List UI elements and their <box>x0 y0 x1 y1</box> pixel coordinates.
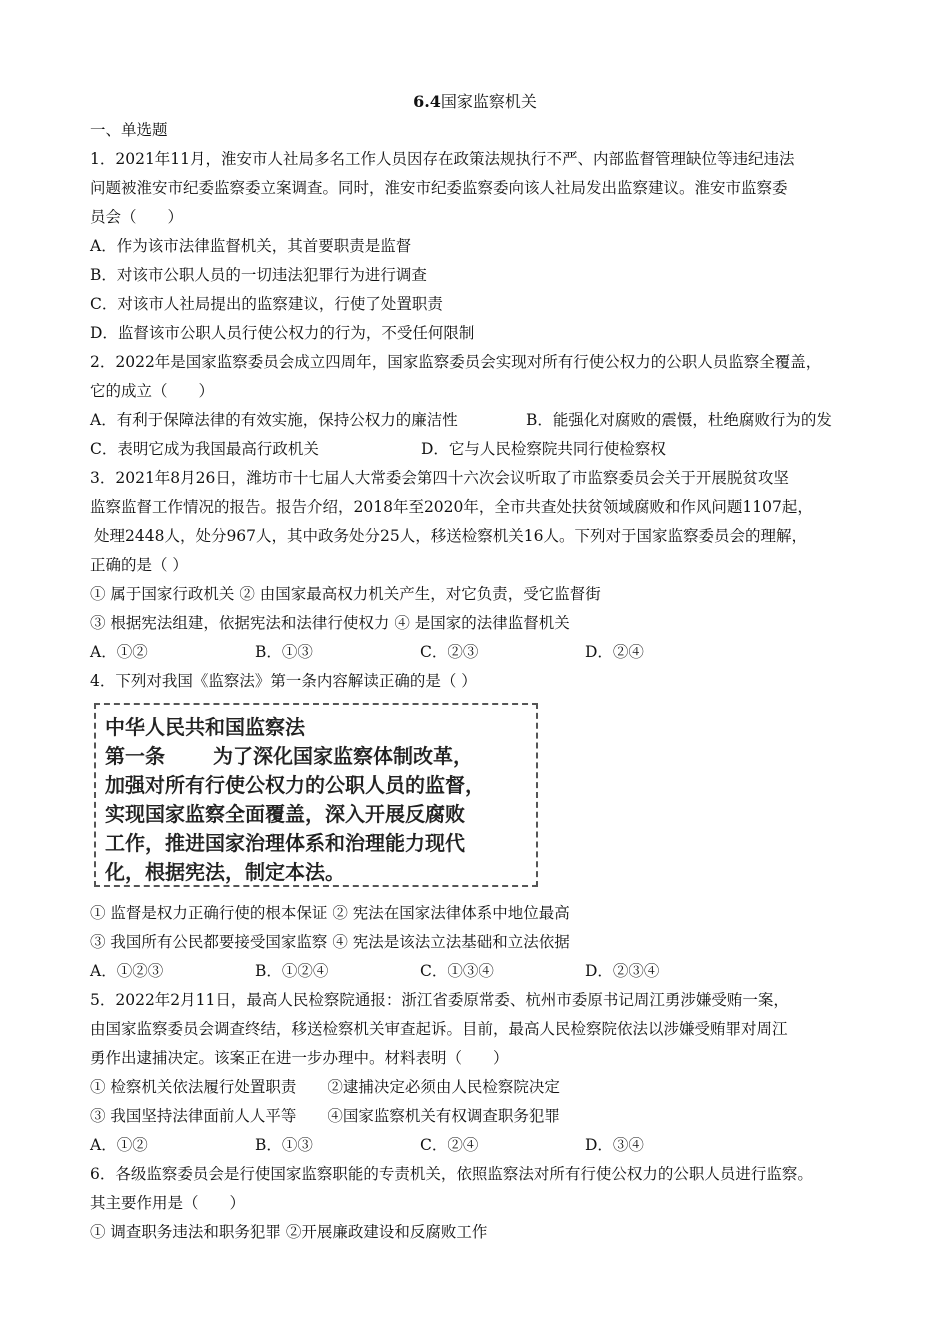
q3-option-d: D．②④ <box>585 643 644 661</box>
q1-stem-line-3: 员会（ ） <box>90 208 184 226</box>
q5-option-a: A．①② <box>90 1136 148 1154</box>
q1-stem-line-2: 问题被淮安市纪委监察委立案调查。同时，淮安市纪委监察委向该人社局发出监察建议。淮安市监察委 <box>90 179 788 197</box>
q5-stem-line-2: 由国家监察委员会调查终结，移送检察机关审查起诉。目前，最高人民检察院依法以涉嫌受贿罪对周江 <box>90 1020 788 1038</box>
law-excerpt-box <box>94 703 538 887</box>
q5-option-b: B．①③ <box>255 1136 313 1154</box>
q5-option-d: D．③④ <box>585 1136 644 1154</box>
q5-options <box>90 1131 750 1160</box>
law-article-line-5: 化，根据宪法，制定本法。 <box>105 860 345 884</box>
article-text-start: 为了深化国家监察体制改革， <box>213 744 473 768</box>
q3-option-c: C．②③ <box>420 643 479 661</box>
q5-option-c: C．②④ <box>420 1136 479 1154</box>
q3-option-a: A．①② <box>90 643 148 661</box>
q2-stem-line-1: 2．2022年是国家监察委员会成立四周年，国家监察委员会实现对所有行使公权力的公职人员监察全覆盖， <box>90 353 822 371</box>
q4-stem-line-1: 4．下列对我国《监察法》第一条内容解读正确的是（ ） <box>90 672 477 690</box>
q4-option-d: D．②③④ <box>585 962 660 980</box>
q3-options <box>90 638 750 667</box>
q3-stem-line-4: 正确的是（ ） <box>90 556 188 574</box>
law-article-line-1 <box>105 742 528 771</box>
q5-statements-1: ① 检察机关依法履行处置职责 ②逮捕决定必须由人民检察院决定 <box>90 1078 560 1096</box>
q4-options <box>90 957 750 986</box>
q6-stem-line-1: 6．各级监察委员会是行使国家监察职能的专责机关，依照监察法对所有行使公权力的公职人员进行监察。 <box>90 1165 813 1183</box>
page-title <box>0 88 950 116</box>
q3-stem-line-1: 3．2021年8月26日，潍坊市十七届人大常委会第四十六次会议听取了市监察委员会关于开展脱贫攻坚 <box>90 469 789 487</box>
q1-stem-line-1: 1．2021年11月，淮安市人社局多名工作人员因存在政策法规执行不严、内部监督管理缺位等违纪违法 <box>90 150 795 168</box>
q5-stem-line-1: 5．2022年2月11日，最高人民检察院通报：浙江省委原常委、杭州市委原书记周江勇涉嫌受贿一案， <box>90 991 789 1009</box>
q3-stem-line-3: 处理2448人，处分967人，其中政务处分25人，移送检察机关16人。下列对于国家监察委员会的理解， <box>94 527 807 545</box>
q2-option-c: C．表明它成为我国最高行政机关 <box>90 440 319 458</box>
law-article-line-4: 工作，推进国家治理体系和治理能力现代 <box>105 831 465 855</box>
article-number: 第一条 <box>105 744 165 768</box>
q1-option-d: D．监督该市公职人员行使公权力的行为，不受任何限制 <box>90 324 475 342</box>
q2-option-d: D．它与人民检察院共同行使检察权 <box>421 440 666 458</box>
q3-stem-line-2: 监察监督工作情况的报告。报告介绍，2018年至2020年，全市共查处扶贫领域腐败和作风问题1107起， <box>90 498 813 516</box>
law-title: 中华人民共和国监察法 <box>105 715 305 739</box>
law-article-line-2: 加强对所有行使公权力的公职人员的监督， <box>105 773 485 797</box>
q3-option-b: B．①③ <box>255 643 313 661</box>
law-article-line-3: 实现国家监察全面覆盖，深入开展反腐败 <box>105 802 465 826</box>
q5-statements-2: ③ 我国坚持法律面前人人平等 ④国家监察机关有权调查职务犯罪 <box>90 1107 560 1125</box>
title-text: 国家监察机关 <box>440 92 537 111</box>
q5-stem-line-3: 勇作出逮捕决定。该案正在进一步办理中。材料表明（ ） <box>90 1049 509 1067</box>
q2-option-b: B．能强化对腐败的震慑，杜绝腐败行为的发 <box>526 411 832 429</box>
q6-stem-line-2: 其主要作用是（ ） <box>90 1194 246 1212</box>
title-number: 6.4 <box>413 92 441 111</box>
q3-statements-1: ① 属于国家行政机关 ② 由国家最高权力机关产生，对它负责，受它监督街 <box>90 585 601 603</box>
q4-option-b: B．①②④ <box>255 962 329 980</box>
q4-statements-2: ③ 我国所有公民都要接受国家监察 ④ 宪法是该法立法基础和立法依据 <box>90 933 570 951</box>
section-heading: 一、单选题 <box>90 121 168 139</box>
q2-option-a: A．有利于保障法律的有效实施，保持公权力的廉洁性 <box>90 411 458 429</box>
q4-option-a: A．①②③ <box>90 962 164 980</box>
q3-statements-2: ③ 根据宪法组建，依据宪法和法律行使权力 ④ 是国家的法律监督机关 <box>90 614 570 632</box>
q4-statements-1: ① 监督是权力正确行使的根本保证 ② 宪法在国家法律体系中地位最高 <box>90 904 570 922</box>
q1-option-b: B．对该市公职人员的一切违法犯罪行为进行调查 <box>90 266 427 284</box>
q6-statements-1: ① 调查职务违法和职务犯罪 ②开展廉政建设和反腐败工作 <box>90 1223 488 1241</box>
q1-option-a: A．作为该市法律监督机关，其首要职责是监督 <box>90 237 412 255</box>
q4-option-c: C．①③④ <box>420 962 494 980</box>
q1-option-c: C．对该市人社局提出的监察建议，行使了处置职责 <box>90 295 443 313</box>
q2-stem-line-2: 它的成立（ ） <box>90 382 215 400</box>
